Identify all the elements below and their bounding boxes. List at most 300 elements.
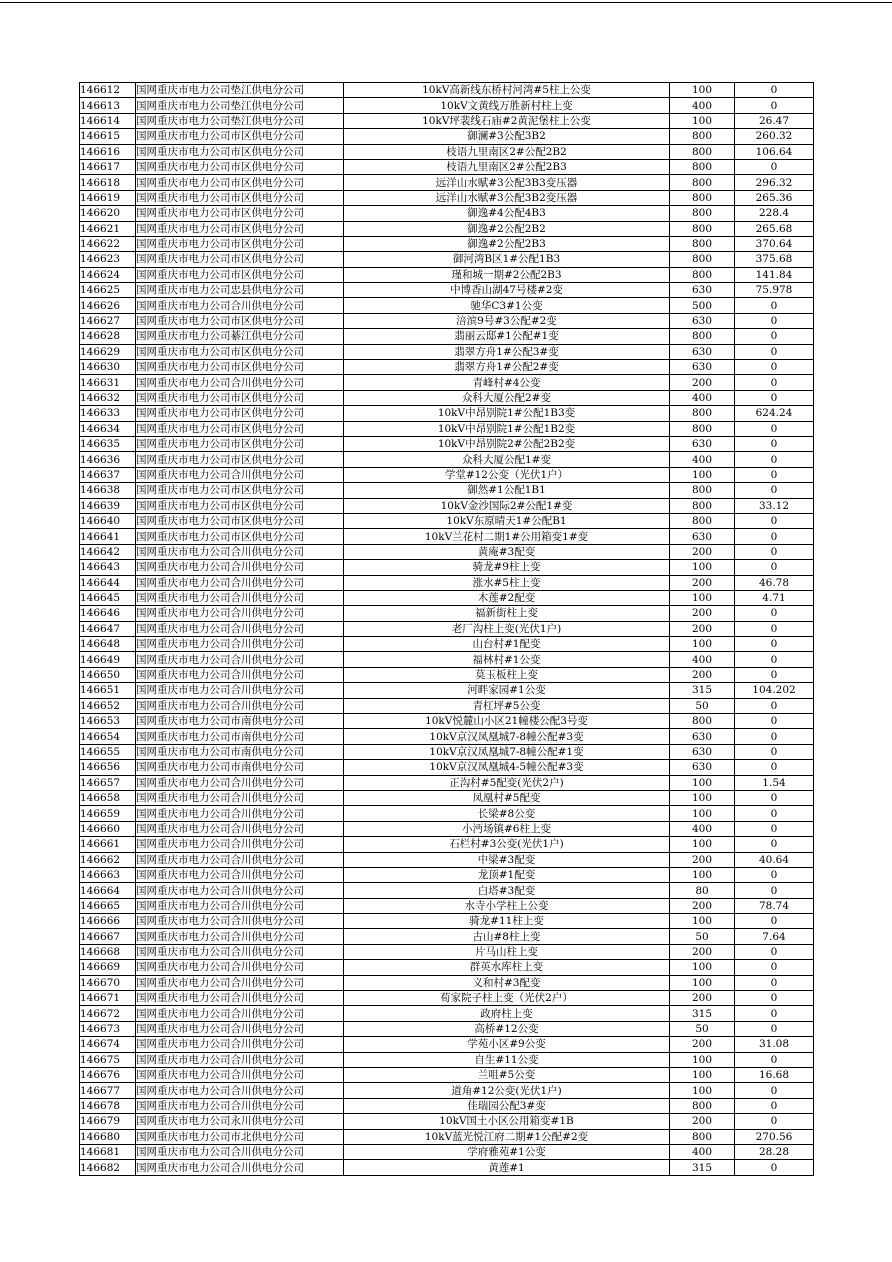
cell-value: 0: [735, 760, 814, 775]
cell-company: 国网重庆市电力公司合川供电分公司: [136, 929, 344, 944]
cell-capacity: 630: [670, 313, 735, 328]
cell-transformer-name: 长梁#8公变: [344, 806, 670, 821]
cell-capacity: 200: [670, 991, 735, 1006]
cell-company: 国网重庆市电力公司合川供电分公司: [136, 544, 344, 559]
cell-transformer-name: 龙顶#1配变: [344, 867, 670, 882]
table-row: [80, 83, 814, 98]
cell-transformer-name: 10kV金沙国际2#公配1#变: [344, 498, 670, 513]
cell-capacity: 200: [670, 898, 735, 913]
cell-company: 国网重庆市电力公司市区供电分公司: [136, 190, 344, 205]
cell-id: 146612: [80, 83, 136, 98]
cell-capacity: 200: [670, 606, 735, 621]
cell-transformer-name: 10kV兰花村二期1#公用箱变1#变: [344, 529, 670, 544]
cell-id: 146633: [80, 406, 136, 421]
cell-company: 国网重庆市电力公司合川供电分公司: [136, 1068, 344, 1083]
table-row: [80, 960, 814, 975]
cell-id: 146614: [80, 113, 136, 128]
cell-id: 146661: [80, 837, 136, 852]
table-row: [80, 467, 814, 482]
cell-transformer-name: 众科大厦公配1#变: [344, 452, 670, 467]
table-row: [80, 652, 814, 667]
cell-value: 33.12: [735, 498, 814, 513]
cell-value: 270.56: [735, 1129, 814, 1144]
cell-capacity: 800: [670, 159, 735, 174]
table-row: [80, 944, 814, 959]
cell-capacity: 200: [670, 944, 735, 959]
cell-capacity: 200: [670, 667, 735, 682]
cell-company: 国网重庆市电力公司垫江供电分公司: [136, 113, 344, 128]
page-top-rule: [0, 2, 892, 3]
cell-id: 146651: [80, 683, 136, 698]
cell-id: 146662: [80, 852, 136, 867]
cell-id: 146640: [80, 513, 136, 528]
cell-capacity: 80: [670, 883, 735, 898]
table-row: [80, 283, 814, 298]
table-row: [80, 683, 814, 698]
cell-id: 146631: [80, 375, 136, 390]
cell-id: 146615: [80, 129, 136, 144]
cell-transformer-name: 御然#1公配1B1: [344, 483, 670, 498]
table-row: [80, 452, 814, 467]
cell-id: 146668: [80, 944, 136, 959]
table-row: [80, 991, 814, 1006]
cell-capacity: 100: [670, 1052, 735, 1067]
cell-capacity: 100: [670, 467, 735, 482]
cell-capacity: 800: [670, 175, 735, 190]
cell-transformer-name: 翡丽云邸#1公配#1变: [344, 329, 670, 344]
table-row: [80, 236, 814, 251]
cell-capacity: 200: [670, 544, 735, 559]
cell-value: 0: [735, 975, 814, 990]
cell-value: 375.68: [735, 252, 814, 267]
cell-company: 国网重庆市电力公司合川供电分公司: [136, 898, 344, 913]
table-row: [80, 313, 814, 328]
cell-capacity: 200: [670, 1037, 735, 1052]
cell-company: 国网重庆市电力公司市南供电分公司: [136, 714, 344, 729]
cell-id: 146639: [80, 498, 136, 513]
cell-transformer-name: 学府雅苑#1公变: [344, 1144, 670, 1159]
table-row: [80, 144, 814, 159]
cell-value: 141.84: [735, 267, 814, 282]
table-row: [80, 190, 814, 205]
cell-id: 146677: [80, 1083, 136, 1098]
cell-transformer-name: 黄庵#3配变: [344, 544, 670, 559]
cell-capacity: 800: [670, 498, 735, 513]
cell-value: 265.68: [735, 221, 814, 236]
cell-id: 146654: [80, 729, 136, 744]
cell-value: 78.74: [735, 898, 814, 913]
table-row: [80, 1098, 814, 1113]
cell-company: 国网重庆市电力公司合川供电分公司: [136, 298, 344, 313]
cell-company: 国网重庆市电力公司市区供电分公司: [136, 267, 344, 282]
cell-id: 146681: [80, 1144, 136, 1159]
cell-transformer-name: 福林村#1公变: [344, 652, 670, 667]
cell-value: 1.54: [735, 775, 814, 790]
table-row: [80, 698, 814, 713]
cell-company: 国网重庆市电力公司合川供电分公司: [136, 1037, 344, 1052]
cell-value: 104.202: [735, 683, 814, 698]
cell-id: 146616: [80, 144, 136, 159]
cell-value: 0: [735, 298, 814, 313]
table-row: [80, 344, 814, 359]
table-row: [80, 821, 814, 836]
table-row: [80, 1052, 814, 1067]
cell-transformer-name: 10kV中昂别院1#公配1B3变: [344, 406, 670, 421]
cell-id: 146624: [80, 267, 136, 282]
cell-value: 4.71: [735, 590, 814, 605]
cell-capacity: 800: [670, 421, 735, 436]
table-row: [80, 113, 814, 128]
cell-company: 国网重庆市电力公司合川供电分公司: [136, 1098, 344, 1113]
cell-capacity: 800: [670, 714, 735, 729]
cell-company: 国网重庆市电力公司合川供电分公司: [136, 637, 344, 652]
cell-capacity: 630: [670, 529, 735, 544]
cell-transformer-name: 河畔家园#1公变: [344, 683, 670, 698]
cell-value: 0: [735, 698, 814, 713]
table-row: [80, 714, 814, 729]
cell-value: 370.64: [735, 236, 814, 251]
cell-id: 146670: [80, 975, 136, 990]
table-row: [80, 975, 814, 990]
cell-transformer-name: 翡翠方舟1#公配3#变: [344, 344, 670, 359]
cell-capacity: 630: [670, 360, 735, 375]
cell-value: 0: [735, 667, 814, 682]
cell-value: 0: [735, 1098, 814, 1113]
cell-id: 146625: [80, 283, 136, 298]
cell-id: 146678: [80, 1098, 136, 1113]
cell-id: 146649: [80, 652, 136, 667]
cell-capacity: 630: [670, 744, 735, 759]
cell-capacity: 315: [670, 683, 735, 698]
cell-value: 0: [735, 821, 814, 836]
cell-value: 16.68: [735, 1068, 814, 1083]
cell-value: 106.64: [735, 144, 814, 159]
cell-transformer-name: 政府柱上变: [344, 1006, 670, 1021]
cell-company: 国网重庆市电力公司市区供电分公司: [136, 483, 344, 498]
cell-transformer-name: 涨水#5柱上变: [344, 575, 670, 590]
cell-capacity: 100: [670, 1068, 735, 1083]
table-row: [80, 606, 814, 621]
cell-capacity: 315: [670, 1006, 735, 1021]
cell-id: 146646: [80, 606, 136, 621]
table-row: [80, 852, 814, 867]
table-row: [80, 760, 814, 775]
cell-transformer-name: 10kV悦麓山小区21幢楼公配3号变: [344, 714, 670, 729]
cell-transformer-name: 福新街柱上变: [344, 606, 670, 621]
cell-id: 146620: [80, 206, 136, 221]
cell-capacity: 200: [670, 375, 735, 390]
cell-company: 国网重庆市电力公司垫江供电分公司: [136, 83, 344, 98]
table-row: [80, 1160, 814, 1175]
cell-value: 228.4: [735, 206, 814, 221]
cell-id: 146635: [80, 436, 136, 451]
cell-capacity: 50: [670, 1021, 735, 1036]
cell-capacity: 100: [670, 590, 735, 605]
table-row: [80, 175, 814, 190]
cell-value: 0: [735, 329, 814, 344]
cell-value: 0: [735, 1052, 814, 1067]
cell-company: 国网重庆市电力公司市区供电分公司: [136, 252, 344, 267]
cell-capacity: 100: [670, 790, 735, 805]
cell-id: 146632: [80, 390, 136, 405]
cell-value: 0: [735, 436, 814, 451]
cell-capacity: 800: [670, 483, 735, 498]
cell-company: 国网重庆市电力公司合川供电分公司: [136, 991, 344, 1006]
cell-capacity: 800: [670, 1098, 735, 1113]
table-row: [80, 590, 814, 605]
cell-company: 国网重庆市电力公司合川供电分公司: [136, 960, 344, 975]
cell-company: 国网重庆市电力公司綦江供电分公司: [136, 329, 344, 344]
cell-id: 146643: [80, 560, 136, 575]
cell-value: 0: [735, 467, 814, 482]
cell-company: 国网重庆市电力公司合川供电分公司: [136, 975, 344, 990]
cell-value: 0: [735, 606, 814, 621]
cell-company: 国网重庆市电力公司市南供电分公司: [136, 729, 344, 744]
cell-company: 国网重庆市电力公司市区供电分公司: [136, 344, 344, 359]
cell-capacity: 630: [670, 436, 735, 451]
cell-capacity: 100: [670, 837, 735, 852]
cell-id: 146636: [80, 452, 136, 467]
cell-capacity: 200: [670, 621, 735, 636]
cell-company: 国网重庆市电力公司市区供电分公司: [136, 144, 344, 159]
table-row: [80, 898, 814, 913]
cell-value: 296.32: [735, 175, 814, 190]
cell-company: 国网重庆市电力公司合川供电分公司: [136, 683, 344, 698]
cell-company: 国网重庆市电力公司合川供电分公司: [136, 606, 344, 621]
cell-capacity: 50: [670, 929, 735, 944]
cell-company: 国网重庆市电力公司市北供电分公司: [136, 1129, 344, 1144]
cell-id: 146656: [80, 760, 136, 775]
cell-id: 146669: [80, 960, 136, 975]
cell-id: 146617: [80, 159, 136, 174]
cell-id: 146647: [80, 621, 136, 636]
cell-id: 146618: [80, 175, 136, 190]
table-row: [80, 867, 814, 882]
table-row: [80, 98, 814, 113]
cell-transformer-name: 古山#8柱上变: [344, 929, 670, 944]
cell-id: 146655: [80, 744, 136, 759]
cell-company: 国网重庆市电力公司合川供电分公司: [136, 1144, 344, 1159]
cell-transformer-name: 荀家院子柱上变（光伏2户）: [344, 991, 670, 1006]
cell-transformer-name: 众科大厦公配2#变: [344, 390, 670, 405]
cell-capacity: 400: [670, 821, 735, 836]
table-row: [80, 498, 814, 513]
cell-id: 146659: [80, 806, 136, 821]
cell-capacity: 630: [670, 729, 735, 744]
cell-transformer-name: 群英水库柱上变: [344, 960, 670, 975]
table-row: [80, 390, 814, 405]
cell-value: 0: [735, 621, 814, 636]
cell-value: 0: [735, 714, 814, 729]
cell-id: 146613: [80, 98, 136, 113]
cell-value: 0: [735, 544, 814, 559]
cell-company: 国网重庆市电力公司合川供电分公司: [136, 1052, 344, 1067]
cell-company: 国网重庆市电力公司合川供电分公司: [136, 667, 344, 682]
cell-company: 国网重庆市电力公司合川供电分公司: [136, 698, 344, 713]
cell-value: 75.978: [735, 283, 814, 298]
table-row: [80, 159, 814, 174]
table-row: [80, 729, 814, 744]
cell-id: 146663: [80, 867, 136, 882]
cell-capacity: 400: [670, 452, 735, 467]
cell-transformer-name: 学苑小区#9公变: [344, 1037, 670, 1052]
cell-capacity: 100: [670, 560, 735, 575]
cell-transformer-name: 10kV中昂别院1#公配1B2变: [344, 421, 670, 436]
cell-value: 0: [735, 452, 814, 467]
cell-value: 40.64: [735, 852, 814, 867]
cell-transformer-name: 学堂#12公变（光伏1户）: [344, 467, 670, 482]
table-row: [80, 375, 814, 390]
cell-company: 国网重庆市电力公司垫江供电分公司: [136, 98, 344, 113]
cell-transformer-name: 自生#11公变: [344, 1052, 670, 1067]
cell-company: 国网重庆市电力公司市南供电分公司: [136, 744, 344, 759]
cell-company: 国网重庆市电力公司合川供电分公司: [136, 883, 344, 898]
cell-capacity: 400: [670, 1144, 735, 1159]
cell-id: 146641: [80, 529, 136, 544]
cell-value: 0: [735, 375, 814, 390]
cell-value: 0: [735, 560, 814, 575]
cell-value: 0: [735, 1114, 814, 1129]
cell-value: 0: [735, 652, 814, 667]
cell-id: 146672: [80, 1006, 136, 1021]
table-row: [80, 575, 814, 590]
cell-capacity: 100: [670, 867, 735, 882]
cell-id: 146623: [80, 252, 136, 267]
cell-transformer-name: 中梁#3配变: [344, 852, 670, 867]
cell-transformer-name: 水寺小学柱上公变: [344, 898, 670, 913]
cell-company: 国网重庆市电力公司合川供电分公司: [136, 560, 344, 575]
table-row: [80, 206, 814, 221]
table-row: [80, 267, 814, 282]
cell-value: 0: [735, 944, 814, 959]
cell-capacity: 800: [670, 406, 735, 421]
table-row: [80, 621, 814, 636]
cell-id: 146619: [80, 190, 136, 205]
cell-transformer-name: 10kV京汉凤凰城4-5幢公配#3变: [344, 760, 670, 775]
cell-value: 0: [735, 790, 814, 805]
cell-company: 国网重庆市电力公司市区供电分公司: [136, 313, 344, 328]
cell-transformer-name: 御澜#3公配3B2: [344, 129, 670, 144]
cell-id: 146629: [80, 344, 136, 359]
cell-company: 国网重庆市电力公司合川供电分公司: [136, 790, 344, 805]
cell-company: 国网重庆市电力公司合川供电分公司: [136, 590, 344, 605]
cell-company: 国网重庆市电力公司市区供电分公司: [136, 406, 344, 421]
cell-company: 国网重庆市电力公司合川供电分公司: [136, 652, 344, 667]
cell-capacity: 400: [670, 652, 735, 667]
cell-transformer-name: 凤凰村#5配变: [344, 790, 670, 805]
cell-transformer-name: 10kV高新线东桥村河湾#5柱上公变: [344, 83, 670, 98]
cell-capacity: 100: [670, 806, 735, 821]
cell-value: 0: [735, 867, 814, 882]
cell-company: 国网重庆市电力公司市区供电分公司: [136, 129, 344, 144]
cell-id: 146658: [80, 790, 136, 805]
cell-transformer-name: 远洋山水赋#3公配3B3变压器: [344, 175, 670, 190]
table-row: [80, 560, 814, 575]
cell-value: 0: [735, 1021, 814, 1036]
cell-company: 国网重庆市电力公司合川供电分公司: [136, 852, 344, 867]
cell-transformer-name: 骑龙#9柱上变: [344, 560, 670, 575]
table-row: [80, 744, 814, 759]
table-row: [80, 129, 814, 144]
cell-capacity: 800: [670, 144, 735, 159]
cell-company: 国网重庆市电力公司合川供电分公司: [136, 867, 344, 882]
cell-transformer-name: 御逸#2公配2B3: [344, 236, 670, 251]
cell-value: 0: [735, 960, 814, 975]
cell-transformer-name: 10kV文黄线万胜新村柱上变: [344, 98, 670, 113]
cell-value: 0: [735, 1160, 814, 1175]
cell-company: 国网重庆市电力公司市区供电分公司: [136, 221, 344, 236]
cell-capacity: 800: [670, 1129, 735, 1144]
cell-capacity: 630: [670, 760, 735, 775]
cell-value: 0: [735, 421, 814, 436]
cell-transformer-name: 10kV蓝光悦江府二期#1公配#2变: [344, 1129, 670, 1144]
cell-id: 146628: [80, 329, 136, 344]
cell-id: 146622: [80, 236, 136, 251]
cell-transformer-name: 御逸#2公配2B2: [344, 221, 670, 236]
cell-transformer-name: 10kV京汉凤凰城7-8幢公配#3变: [344, 729, 670, 744]
cell-company: 国网重庆市电力公司合川供电分公司: [136, 621, 344, 636]
cell-id: 146671: [80, 991, 136, 1006]
cell-capacity: 800: [670, 206, 735, 221]
cell-company: 国网重庆市电力公司合川供电分公司: [136, 1083, 344, 1098]
cell-transformer-name: 石栏村#3公变(光伏1户): [344, 837, 670, 852]
cell-capacity: 800: [670, 252, 735, 267]
cell-capacity: 100: [670, 975, 735, 990]
table-row: [80, 1006, 814, 1021]
table-row: [80, 1021, 814, 1036]
table-row: [80, 436, 814, 451]
cell-id: 146667: [80, 929, 136, 944]
table-row: [80, 544, 814, 559]
table-row: [80, 483, 814, 498]
cell-capacity: 50: [670, 698, 735, 713]
cell-transformer-name: 木莲#2配变: [344, 590, 670, 605]
table-row: [80, 421, 814, 436]
cell-transformer-name: 正沟村#5配变(光伏2户): [344, 775, 670, 790]
cell-id: 146674: [80, 1037, 136, 1052]
cell-capacity: 100: [670, 637, 735, 652]
cell-company: 国网重庆市电力公司合川供电分公司: [136, 837, 344, 852]
cell-transformer-name: 莫玉板柱上变: [344, 667, 670, 682]
cell-id: 146644: [80, 575, 136, 590]
cell-id: 146627: [80, 313, 136, 328]
cell-value: 7.64: [735, 929, 814, 944]
cell-company: 国网重庆市电力公司合川供电分公司: [136, 1006, 344, 1021]
transformer-table: [79, 82, 814, 1176]
cell-transformer-name: 中博香山湖47号楼#2变: [344, 283, 670, 298]
table-row: [80, 298, 814, 313]
cell-transformer-name: 翡翠方舟1#公配2#变: [344, 360, 670, 375]
cell-transformer-name: 道角#12公变(光伏1户): [344, 1083, 670, 1098]
cell-value: 0: [735, 513, 814, 528]
cell-id: 146673: [80, 1021, 136, 1036]
cell-company: 国网重庆市电力公司市南供电分公司: [136, 760, 344, 775]
table-row: [80, 1083, 814, 1098]
table-row: [80, 775, 814, 790]
cell-transformer-name: 涪滨9号#3公配#2变: [344, 313, 670, 328]
cell-id: 146660: [80, 821, 136, 836]
table-row: [80, 806, 814, 821]
cell-capacity: 200: [670, 1114, 735, 1129]
cell-transformer-name: 远洋山水赋#3公配3B2变压器: [344, 190, 670, 205]
table-row: [80, 667, 814, 682]
cell-value: 0: [735, 883, 814, 898]
cell-id: 146680: [80, 1129, 136, 1144]
cell-capacity: 400: [670, 390, 735, 405]
table-row: [80, 360, 814, 375]
table-row: [80, 1037, 814, 1052]
cell-transformer-name: 枝语九里南区2#公配2B3: [344, 159, 670, 174]
